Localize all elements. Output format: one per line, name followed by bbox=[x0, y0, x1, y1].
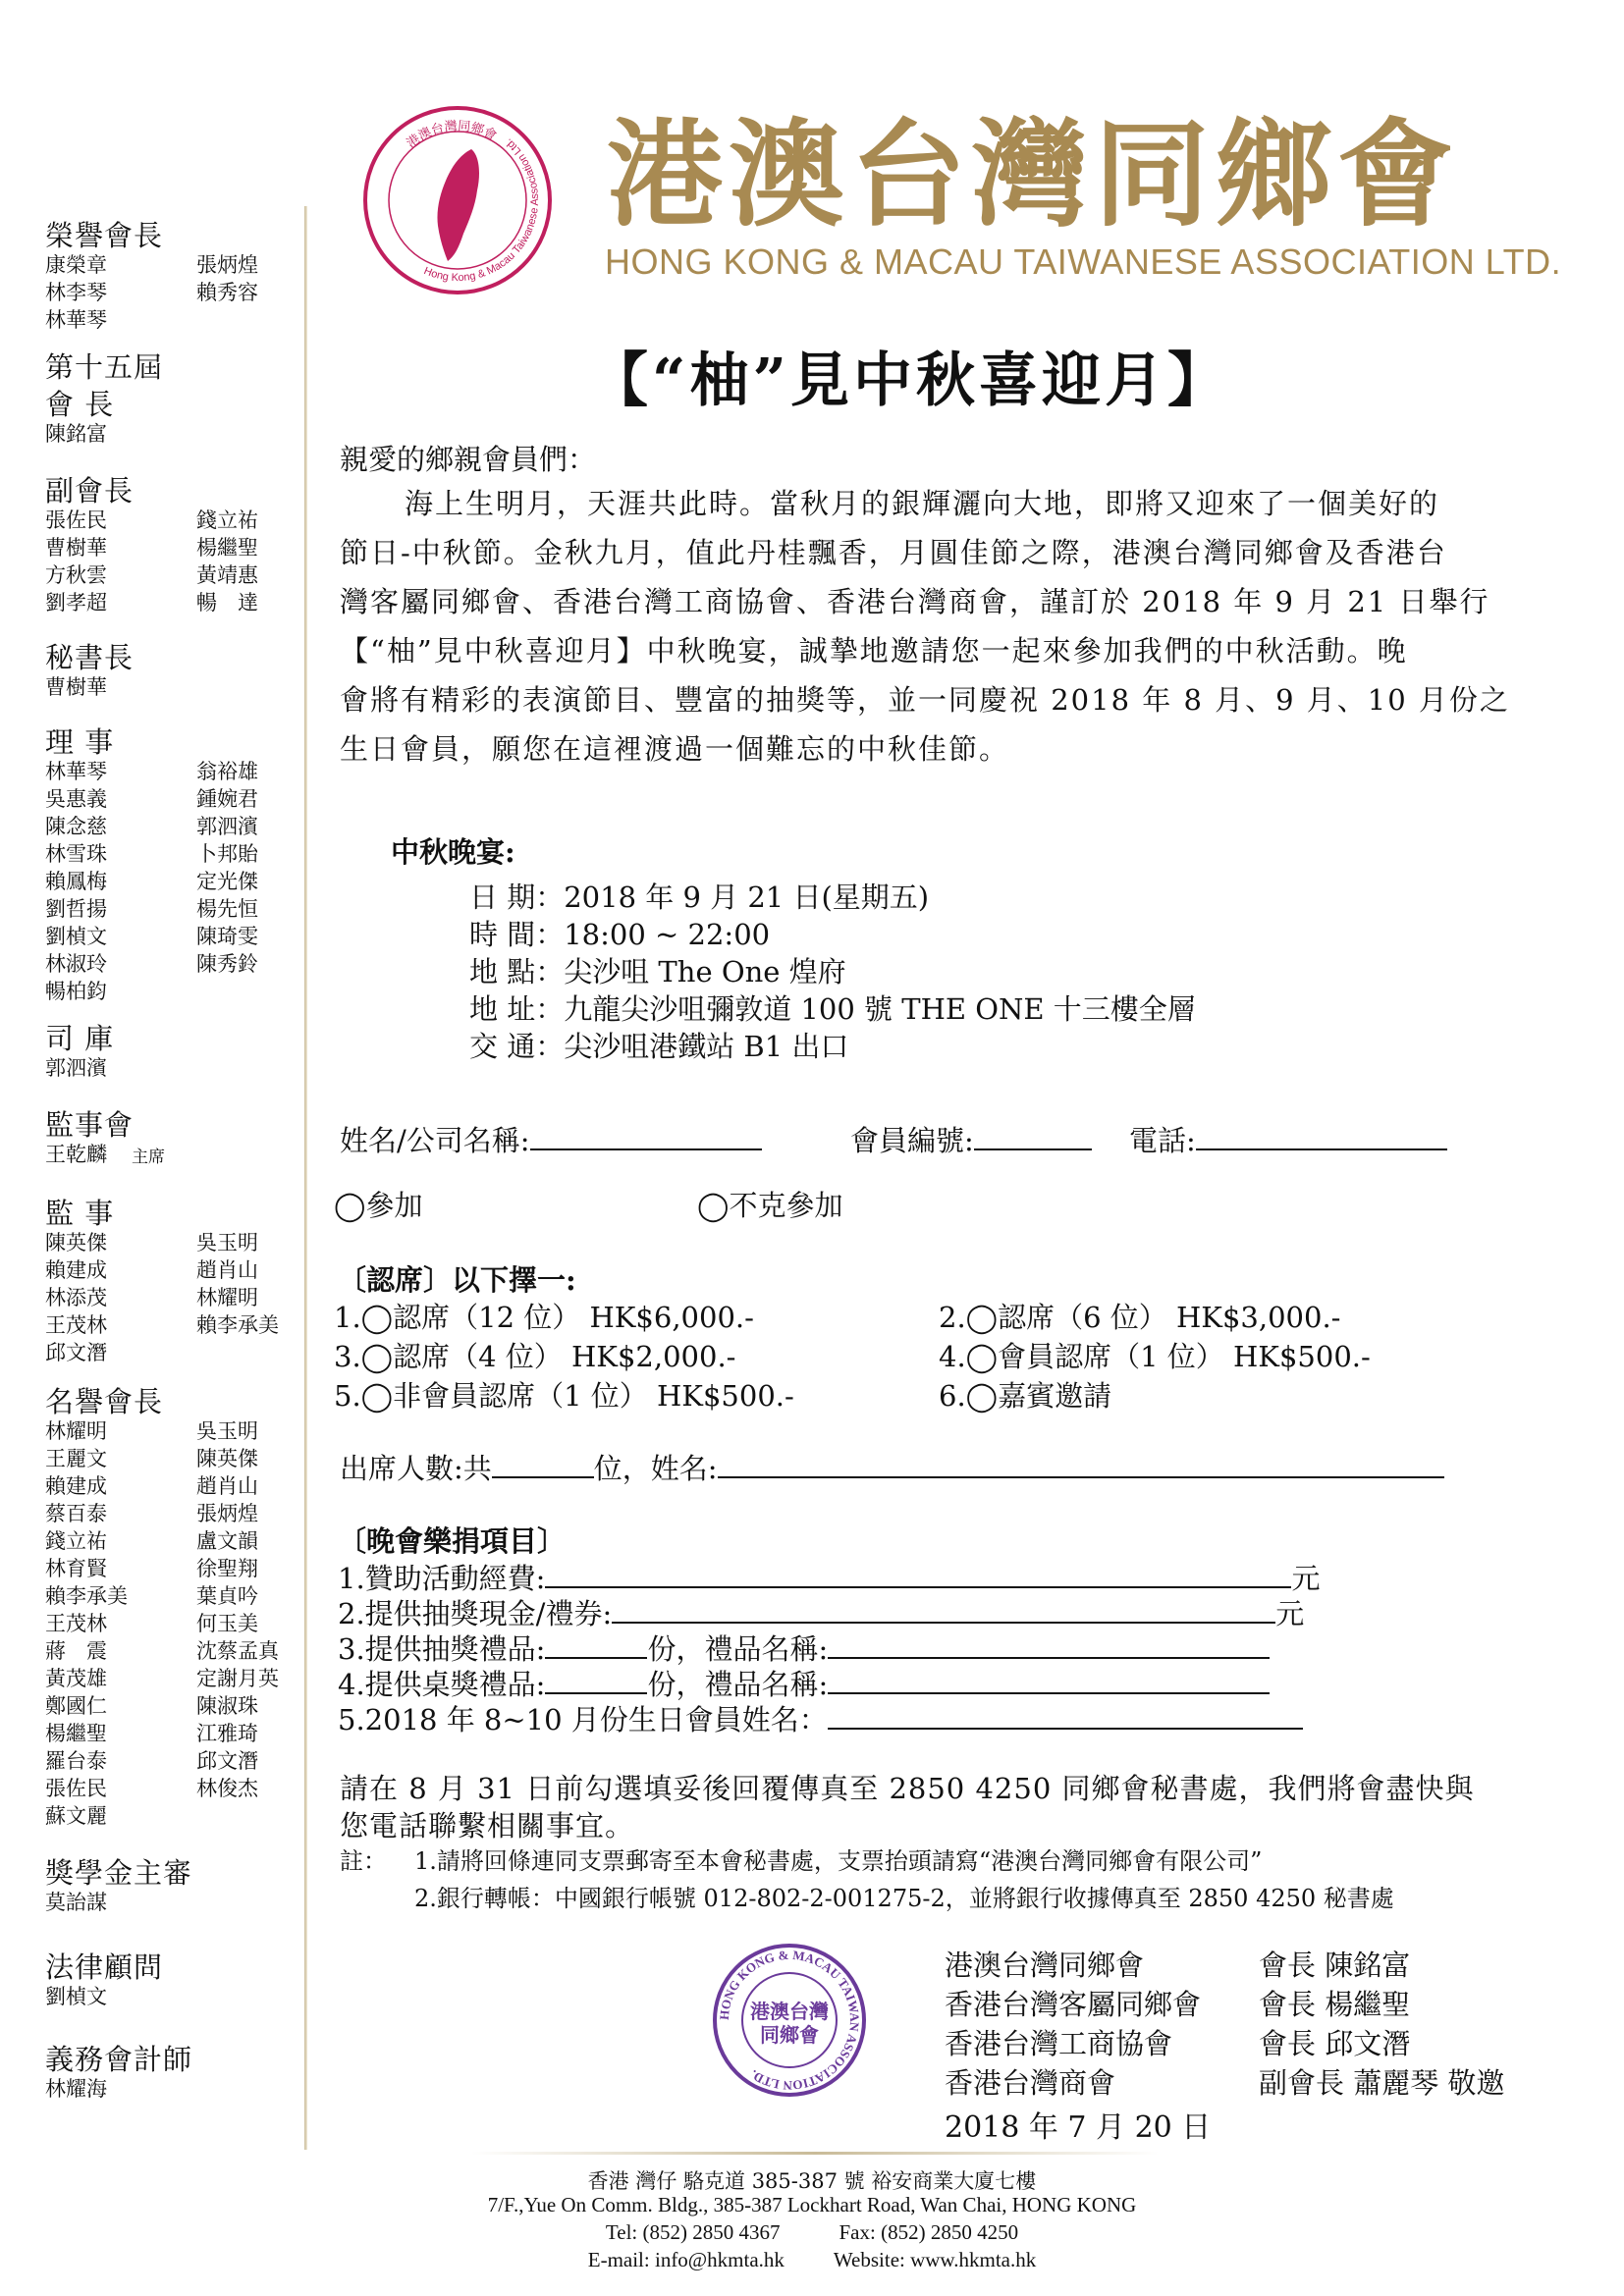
sidebar-role-title: 第十五屆 bbox=[45, 350, 164, 384]
signature-organization: 香港台灣客屬同鄉會 bbox=[945, 1988, 1202, 2021]
footer-website[interactable]: Website: www.hkmta.hk bbox=[833, 2248, 1037, 2271]
signature-officer: 會長 楊繼聖 bbox=[1259, 1988, 1411, 2021]
sidebar-divider bbox=[304, 206, 307, 2150]
sidebar-member: 邱文潛 bbox=[196, 1749, 258, 1773]
letter-paragraph-line: 生日會員，願您在這裡渡過一個難忘的中秋佳節。 bbox=[340, 732, 1010, 766]
name-input-line[interactable] bbox=[530, 1125, 762, 1150]
sidebar-member: 翁裕雄 bbox=[196, 760, 258, 783]
event-detail-label: 地 點： bbox=[469, 955, 565, 988]
table-option[interactable]: 3.◯認席（4 位） HK$2,000.- bbox=[334, 1340, 736, 1373]
sidebar-member: 林華琴 bbox=[45, 308, 107, 332]
sidebar-member: 楊繼聖 bbox=[196, 536, 258, 560]
sidebar-member: 沈蔡孟真 bbox=[196, 1639, 279, 1663]
svg-text:HONG KONG & MACAU TAIWAN ASSOC: HONG KONG & MACAU TAIWAN ASSOCIATION LTD. bbox=[716, 1947, 863, 2094]
sidebar-member: 林育賢 bbox=[45, 1557, 107, 1580]
sidebar-member: 方秋雲 bbox=[45, 563, 107, 587]
table-option[interactable]: 2.◯認席（6 位） HK$3,000.- bbox=[939, 1301, 1341, 1334]
letter-paragraph-line: 【“柚”見中秋喜迎月】中秋晚宴，誠摯地邀請您一起來參加我們的中秋活動。晚 bbox=[340, 634, 1408, 667]
sidebar-member: 賴建成 bbox=[45, 1258, 107, 1282]
event-detail-row bbox=[469, 913, 770, 953]
sidebar-member: 陳英傑 bbox=[196, 1447, 258, 1470]
sidebar-member: 林耀明 bbox=[45, 1419, 107, 1443]
donation-suffix: 元 bbox=[1291, 1562, 1321, 1595]
donation-input-line[interactable] bbox=[545, 1563, 1291, 1588]
donation-item-4[interactable] bbox=[338, 1663, 1270, 1703]
phone-label: 電話: bbox=[1129, 1124, 1196, 1157]
sidebar-role-title: 榮譽會長 bbox=[45, 219, 164, 252]
sidebar-role-title: 理 事 bbox=[45, 725, 115, 759]
donation-quantity-line[interactable] bbox=[545, 1669, 647, 1694]
sidebar-member: 王茂林 bbox=[45, 1612, 107, 1635]
letter-paragraph-line: 海上生明月，天涯共此時。當秋月的銀輝灑向大地，即將又迎來了一個美好的 bbox=[405, 487, 1440, 520]
phone-input-line[interactable] bbox=[1196, 1125, 1447, 1150]
signature-organization: 港澳台灣同鄉會 bbox=[945, 1949, 1145, 1982]
donation-heading: 〔晚會樂捐項目〕 bbox=[338, 1524, 567, 1558]
sidebar-member: 王麗文 bbox=[45, 1447, 107, 1470]
sidebar-member: 黃茂雄 bbox=[45, 1667, 107, 1690]
event-detail-label: 地 址： bbox=[469, 992, 565, 1026]
donation-label: 4.提供桌獎禮品: bbox=[338, 1668, 546, 1701]
sidebar-role-title: 獎學金主審 bbox=[45, 1856, 193, 1890]
sidebar-member: 吳玉明 bbox=[196, 1419, 258, 1443]
signature-officer: 會長 陳銘富 bbox=[1259, 1949, 1411, 1982]
event-heading: 中秋晚宴: bbox=[391, 835, 515, 869]
signature-date: 2018 年 7 月 20 日 bbox=[945, 2110, 1212, 2145]
member-number-label: 會員編號: bbox=[850, 1124, 974, 1157]
sidebar-member: 定光傑 bbox=[196, 870, 258, 893]
sidebar-member: 鍾婉君 bbox=[196, 787, 258, 811]
event-detail-value: 2018 年 9 月 21 日(星期五) bbox=[564, 881, 930, 914]
sidebar-member-note: 主席 bbox=[132, 1148, 165, 1167]
sidebar-member: 陳念慈 bbox=[45, 815, 107, 838]
sidebar-role-title: 監 事 bbox=[45, 1197, 115, 1230]
sidebar-member: 盧文韻 bbox=[196, 1529, 258, 1553]
donation-quantity-line[interactable] bbox=[545, 1633, 647, 1659]
letter-body bbox=[340, 479, 1547, 774]
donation-item-3[interactable] bbox=[338, 1628, 1270, 1668]
donation-label: 5.2018 年 8~10 月份生日會員姓名： bbox=[338, 1703, 828, 1736]
sidebar-member: 張佐民 bbox=[45, 508, 107, 532]
attend-option[interactable]: ◯參加 bbox=[334, 1189, 423, 1222]
event-detail-value: 九龍尖沙咀彌敦道 100 號 THE ONE 十三樓全層 bbox=[564, 992, 1196, 1026]
sidebar-member: 賴李承美 bbox=[196, 1313, 279, 1337]
signature-organization: 香港台灣商會 bbox=[945, 2066, 1116, 2100]
footer-fax: Fax: (852) 2850 4250 bbox=[839, 2220, 1019, 2244]
sidebar-member: 張炳煌 bbox=[196, 253, 258, 277]
event-detail-label: 交 通： bbox=[469, 1030, 565, 1063]
sidebar-member: 王茂林 bbox=[45, 1313, 107, 1337]
table-heading: 〔認席〕以下擇一: bbox=[338, 1263, 576, 1297]
donation-suffix: 元 bbox=[1275, 1597, 1305, 1630]
sidebar-member: 邱文潛 bbox=[45, 1341, 107, 1364]
sidebar-member: 葉貞吟 bbox=[196, 1584, 258, 1608]
name-field-label: 姓名/公司名稱: bbox=[340, 1124, 530, 1157]
sidebar-member: 趙肖山 bbox=[196, 1258, 258, 1282]
sidebar-member: 陳秀鈴 bbox=[196, 952, 258, 976]
sidebar-member: 康榮章 bbox=[45, 253, 107, 277]
donation-label: 2.提供抽獎現金/禮券: bbox=[338, 1597, 613, 1630]
donation-label: 3.提供抽獎禮品: bbox=[338, 1632, 546, 1666]
letter-paragraph-line: 會將有精彩的表演節目、豐富的抽獎等，並一同慶祝 2018 年 8 月、9 月、10 月份之 bbox=[340, 683, 1510, 717]
brand-name-english: HONG KONG & MACAU TAIWANESE ASSOCIATION LTD. bbox=[605, 241, 1562, 282]
footer-divider bbox=[471, 2152, 1159, 2155]
sidebar-member: 曹樹華 bbox=[45, 536, 107, 560]
headcount-input-line[interactable] bbox=[492, 1453, 594, 1478]
association-seal bbox=[711, 1942, 868, 2099]
brand-name-chinese: 港澳台灣同鄉會 bbox=[607, 106, 1460, 242]
event-detail-label: 時 間： bbox=[469, 918, 565, 951]
sidebar-member: 陳琦雯 bbox=[196, 925, 258, 948]
svg-text:港澳台灣同鄉會: 港澳台灣同鄉會 bbox=[404, 119, 500, 152]
sidebar-member: 郭泗濱 bbox=[45, 1056, 107, 1080]
sidebar-member: 王乾麟 bbox=[45, 1143, 107, 1166]
sidebar-member: 江雅琦 bbox=[196, 1722, 258, 1745]
footer-contact-phone bbox=[0, 2220, 1624, 2245]
donation-mid: 份，禮品名稱: bbox=[647, 1632, 829, 1666]
sidebar-member: 楊繼聖 bbox=[45, 1722, 107, 1745]
sidebar-member: 定謝月英 bbox=[196, 1667, 279, 1690]
table-option[interactable]: 1.◯認席（12 位） HK$6,000.- bbox=[334, 1301, 754, 1334]
donation-item-2[interactable] bbox=[338, 1592, 1304, 1632]
donation-input-line[interactable] bbox=[828, 1633, 1270, 1659]
sidebar-member: 徐聖翔 bbox=[196, 1557, 258, 1580]
donation-input-line[interactable] bbox=[612, 1598, 1275, 1624]
sidebar-member: 黃靖惠 bbox=[196, 563, 258, 587]
sidebar-member: 陳英傑 bbox=[45, 1231, 107, 1255]
sidebar-member: 賴鳳梅 bbox=[45, 870, 107, 893]
footer-address-en: 7/F.,Yue On Comm. Bldg., 385-387 Lockhart Road, Wan Chai, HONG KONG bbox=[487, 2193, 1137, 2216]
salutation: 親愛的鄉親會員們： bbox=[340, 443, 597, 476]
sidebar-member: 林華琴 bbox=[45, 760, 107, 783]
sidebar-role-title: 會 長 bbox=[45, 388, 115, 421]
sidebar-role-title: 副會長 bbox=[45, 474, 135, 507]
footer-address-cn: 香港 灣仔 駱克道 385-387 號 裕安商業大廈七樓 bbox=[587, 2169, 1037, 2193]
sidebar-role-title: 監事會 bbox=[45, 1108, 135, 1142]
donation-mid: 份，禮品名稱: bbox=[647, 1668, 829, 1701]
sidebar-member: 陳淑珠 bbox=[196, 1694, 258, 1718]
event-detail-label: 日 期： bbox=[469, 881, 565, 914]
event-detail-value: 尖沙咀港鐵站 B1 出口 bbox=[564, 1030, 849, 1063]
sidebar-member: 蔡百泰 bbox=[45, 1502, 107, 1525]
event-detail-row bbox=[469, 876, 929, 916]
donation-item-1[interactable] bbox=[338, 1557, 1320, 1597]
sidebar-member: 賴李承美 bbox=[45, 1584, 128, 1608]
table-option[interactable]: 4.◯會員認席（1 位） HK$500.- bbox=[939, 1340, 1371, 1373]
sidebar-member: 賴秀容 bbox=[196, 281, 258, 304]
event-detail-row bbox=[469, 1025, 848, 1065]
sidebar-member: 錢立祐 bbox=[196, 508, 258, 532]
footer-email[interactable]: E-mail: info@hkmta.hk bbox=[587, 2248, 785, 2271]
note-1: 1.請將回條連同支票郵寄至本會秘書處，支票抬頭請寫“港澳台灣同鄉會有限公司” bbox=[414, 1847, 1263, 1875]
sidebar-member: 林李琴 bbox=[45, 281, 107, 304]
sidebar-member: 林耀海 bbox=[45, 2077, 107, 2101]
sidebar-member: 楊先恒 bbox=[196, 897, 258, 921]
reply-instructions-line1: 請在 8 月 31 日前勾選填妥後回覆傳真至 2850 4250 同鄉會秘書處，我們將會盡快與 bbox=[340, 1772, 1475, 1805]
note-2: 2.銀行轉帳：中國銀行帳號 012-802-2-001275-2，並將銀行收據傳真至 2850 4250 秘書處 bbox=[414, 1885, 1394, 1912]
donation-input-line[interactable] bbox=[828, 1669, 1270, 1694]
sidebar-member: 吳惠義 bbox=[45, 787, 107, 811]
sidebar-member: 何玉美 bbox=[196, 1612, 258, 1635]
sidebar-member: 郭泗濱 bbox=[196, 815, 258, 838]
letter-paragraph-line: 灣客屬同鄉會、香港台灣工商協會、香港台灣商會，謹訂於 2018 年 9 月 21 日舉行 bbox=[340, 585, 1490, 618]
sidebar-member: 劉孝超 bbox=[45, 591, 107, 614]
sidebar-member: 林淑玲 bbox=[45, 952, 107, 976]
sidebar-member: 莫詒謀 bbox=[45, 1891, 107, 1914]
event-detail-value: 18:00 ~ 22:00 bbox=[564, 918, 771, 951]
sidebar-member: 張佐民 bbox=[45, 1777, 107, 1800]
name-field[interactable] bbox=[340, 1119, 762, 1159]
signature-officer: 會長 邱文潛 bbox=[1259, 2027, 1411, 2060]
seal-center-text-top: 港澳台灣 bbox=[750, 2000, 829, 2023]
sidebar-member: 趙肖山 bbox=[196, 1474, 258, 1498]
sidebar-member: 鄭國仁 bbox=[45, 1694, 107, 1718]
sidebar-member: 卜邦貽 bbox=[196, 842, 258, 866]
sidebar-member: 劉哲揚 bbox=[45, 897, 107, 921]
sidebar-role-title: 秘書長 bbox=[45, 641, 135, 674]
event-detail-row bbox=[469, 950, 846, 990]
donation-label: 1.贊助活動經費: bbox=[338, 1562, 546, 1595]
table-option[interactable]: 6.◯嘉賓邀請 bbox=[939, 1379, 1112, 1413]
footer-tel: Tel: (852) 2850 4367 bbox=[605, 2220, 781, 2244]
sidebar-member: 曹樹華 bbox=[45, 675, 107, 699]
member-number-field[interactable] bbox=[850, 1119, 1092, 1159]
association-logo bbox=[361, 104, 554, 296]
sidebar-member: 林俊杰 bbox=[196, 1777, 258, 1800]
sidebar-member: 暢 達 bbox=[196, 591, 258, 614]
sidebar-member: 蔣 震 bbox=[45, 1639, 107, 1663]
note-label: 註： bbox=[340, 1847, 387, 1875]
signature-organization: 香港台灣工商協會 bbox=[945, 2027, 1173, 2060]
sidebar-member: 蘇文麗 bbox=[45, 1804, 107, 1828]
sidebar-member: 賴建成 bbox=[45, 1474, 107, 1498]
headcount-unit: 位，姓名: bbox=[593, 1452, 718, 1485]
seal-center-text-bottom: 同鄉會 bbox=[760, 2023, 819, 2047]
phone-field[interactable] bbox=[1129, 1119, 1447, 1159]
sidebar-member: 張炳煌 bbox=[196, 1502, 258, 1525]
birthday-names-input-line[interactable] bbox=[828, 1704, 1303, 1730]
event-detail-row bbox=[469, 988, 1196, 1028]
member-number-input-line[interactable] bbox=[974, 1125, 1092, 1150]
sidebar-member: 陳銘富 bbox=[45, 422, 107, 446]
sidebar-member: 劉楨文 bbox=[45, 925, 107, 948]
sidebar-member: 錢立祐 bbox=[45, 1529, 107, 1553]
not-attend-option[interactable]: ◯不克參加 bbox=[697, 1189, 843, 1222]
attendee-names-input-line[interactable] bbox=[718, 1453, 1444, 1478]
sidebar-role-title: 法律顧問 bbox=[45, 1950, 164, 1984]
donation-item-5[interactable] bbox=[338, 1698, 1303, 1738]
event-title: 【“柚”見中秋喜迎月】 bbox=[589, 347, 1231, 415]
headcount-label: 出席人數:共 bbox=[340, 1452, 492, 1485]
signature-officer: 副會長 蕭麗琴 敬邀 bbox=[1259, 2066, 1505, 2100]
footer-contact-web bbox=[0, 2248, 1624, 2272]
letter-paragraph-line: 節日-中秋節。金秋九月，值此丹桂飄香，月圓佳節之際，港澳台灣同鄉會及香港台 bbox=[340, 536, 1447, 569]
sidebar-member: 林雪珠 bbox=[45, 842, 107, 866]
sidebar-member: 吳玉明 bbox=[196, 1231, 258, 1255]
sidebar bbox=[0, 0, 304, 2296]
reply-instructions-line2: 您電話聯繫相關事宜。 bbox=[340, 1809, 635, 1842]
event-detail-value: 尖沙咀 The One 煌府 bbox=[564, 955, 846, 988]
sidebar-member: 劉楨文 bbox=[45, 1985, 107, 2008]
sidebar-role-title: 義務會計師 bbox=[45, 2043, 193, 2076]
svg-text:Hong Kong & Macau Taiwanese As: Hong Kong & Macau Taiwanese Association Ltd. bbox=[421, 135, 542, 285]
headcount-field[interactable] bbox=[340, 1447, 1444, 1487]
table-option[interactable]: 5.◯非會員認席（1 位） HK$500.- bbox=[334, 1379, 794, 1413]
sidebar-member: 林添茂 bbox=[45, 1286, 107, 1309]
sidebar-member: 林耀明 bbox=[196, 1286, 258, 1309]
sidebar-member: 羅台泰 bbox=[45, 1749, 107, 1773]
sidebar-member: 暢柏鈞 bbox=[45, 980, 107, 1003]
sidebar-role-title: 司 庫 bbox=[45, 1022, 115, 1055]
sidebar-role-title: 名譽會長 bbox=[45, 1385, 164, 1418]
